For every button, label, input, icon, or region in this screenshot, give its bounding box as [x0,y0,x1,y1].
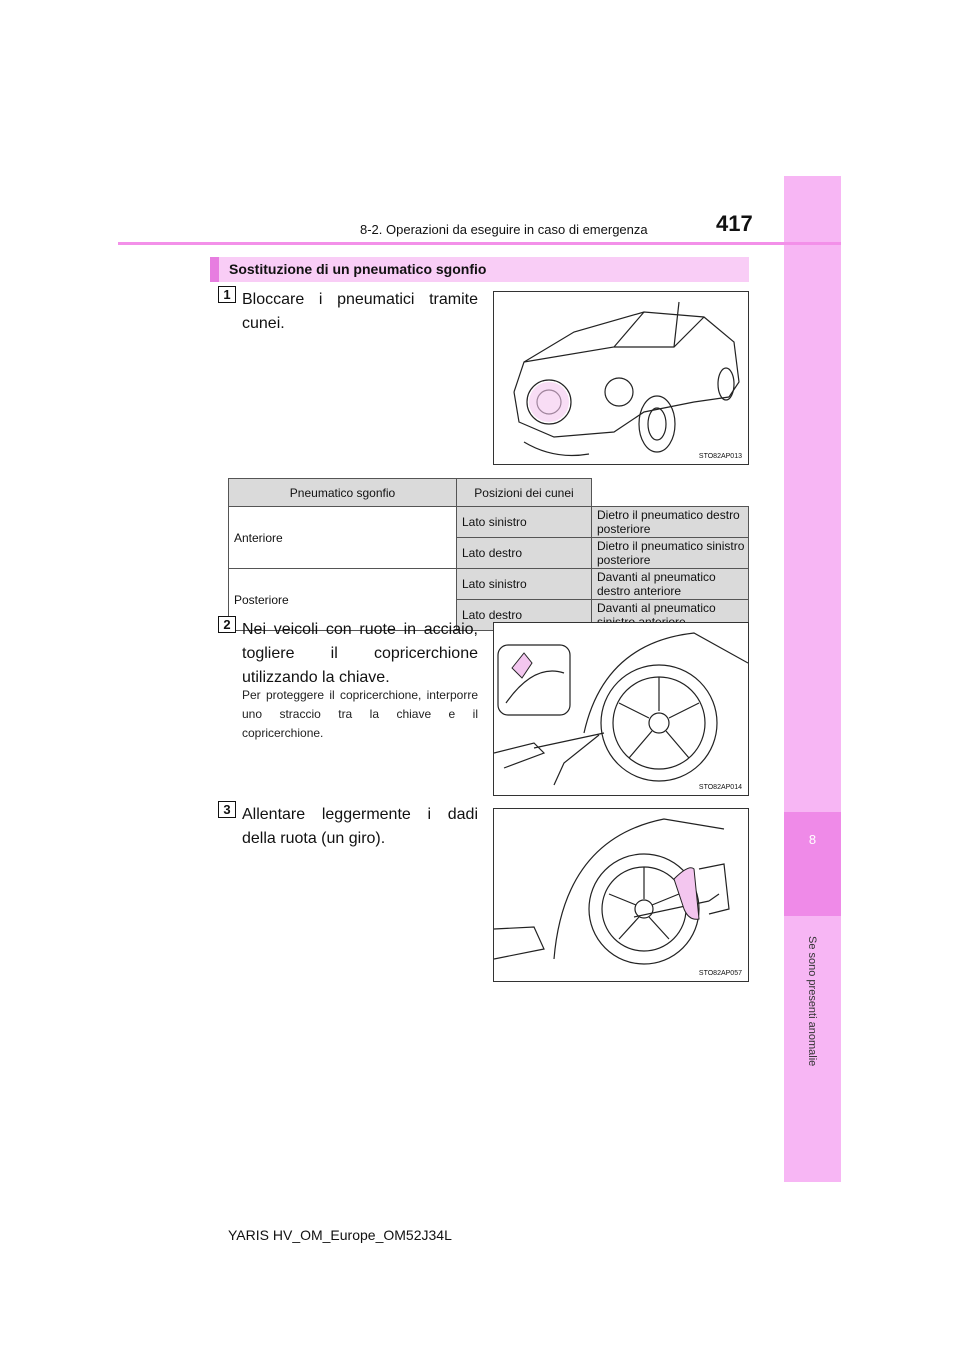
illustration-car-wheel-chocks [493,291,749,465]
document-footer: YARIS HV_OM_Europe_OM52J34L [228,1227,452,1243]
table-cell-side: Lato sinistro [457,569,592,600]
table-header: Pneumatico sgonfio [229,479,457,507]
table-cell-side: Lato destro [457,538,592,569]
image-code-1: STO82AP013 [698,453,742,460]
section-header: 8-2. Operazioni da eseguire in caso di emergenza [360,222,648,237]
table-cell-group: Anteriore [229,507,457,569]
table-cell-group: Posteriore [229,569,457,631]
illustration-remove-hubcap [493,622,749,796]
table-header-row [229,479,749,507]
table-cell-position: Davanti al pneumatico [592,600,749,631]
chapter-number: 8 [808,832,817,847]
step-3-number: 3 [218,801,236,818]
table-cell-side: Lato sinistro [457,507,592,538]
table-cell-position: Dietro il pneumatico sinistro posteriore [592,538,749,569]
header-divider [118,242,841,245]
hubcap-drawing [494,623,748,795]
image-code-2: STO82AP014 [698,784,742,791]
table-row [229,507,749,538]
chapter-highlight [784,812,841,916]
table-row [229,569,749,600]
table-cell-side: Lato destro [457,600,592,631]
wheel-chock-table [228,478,749,631]
step-2-text: Nei veicoli con ruote in acciaio, togliere il copricerchione utilizzando la chiave. [242,621,478,686]
page-number: 417 [716,211,753,236]
wheel-nuts-drawing [494,809,748,981]
illustration-loosen-wheel-nuts [493,808,749,982]
car-front-drawing [494,292,748,464]
chapter-side-tab [784,176,841,1182]
step-3-text: Allentare leggermente i dadi della ruota (un giro). [242,806,478,847]
step-1-text: Bloccare i pneumatici tramite cunei. [242,291,478,332]
step-1-number: 1 [218,286,236,303]
step-2-number: 2 [218,616,236,633]
section-title: Sostituzione di un pneumatico sgonfio [229,261,487,277]
table-cell-position: Davanti al pneumatico destro anteriore [592,569,749,600]
chapter-label: Se sono presenti anomalie [806,936,818,1067]
step-2-note: Per proteggere il copricerchione, interporre uno straccio tra la chiave e il copricerchione. [242,688,478,740]
image-code-3: STO82AP057 [698,970,742,977]
table-header: Posizioni dei cunei [457,479,592,507]
section-title-bar [210,257,749,282]
table-cell-position: Dietro il pneumatico destro posteriore [592,507,749,538]
